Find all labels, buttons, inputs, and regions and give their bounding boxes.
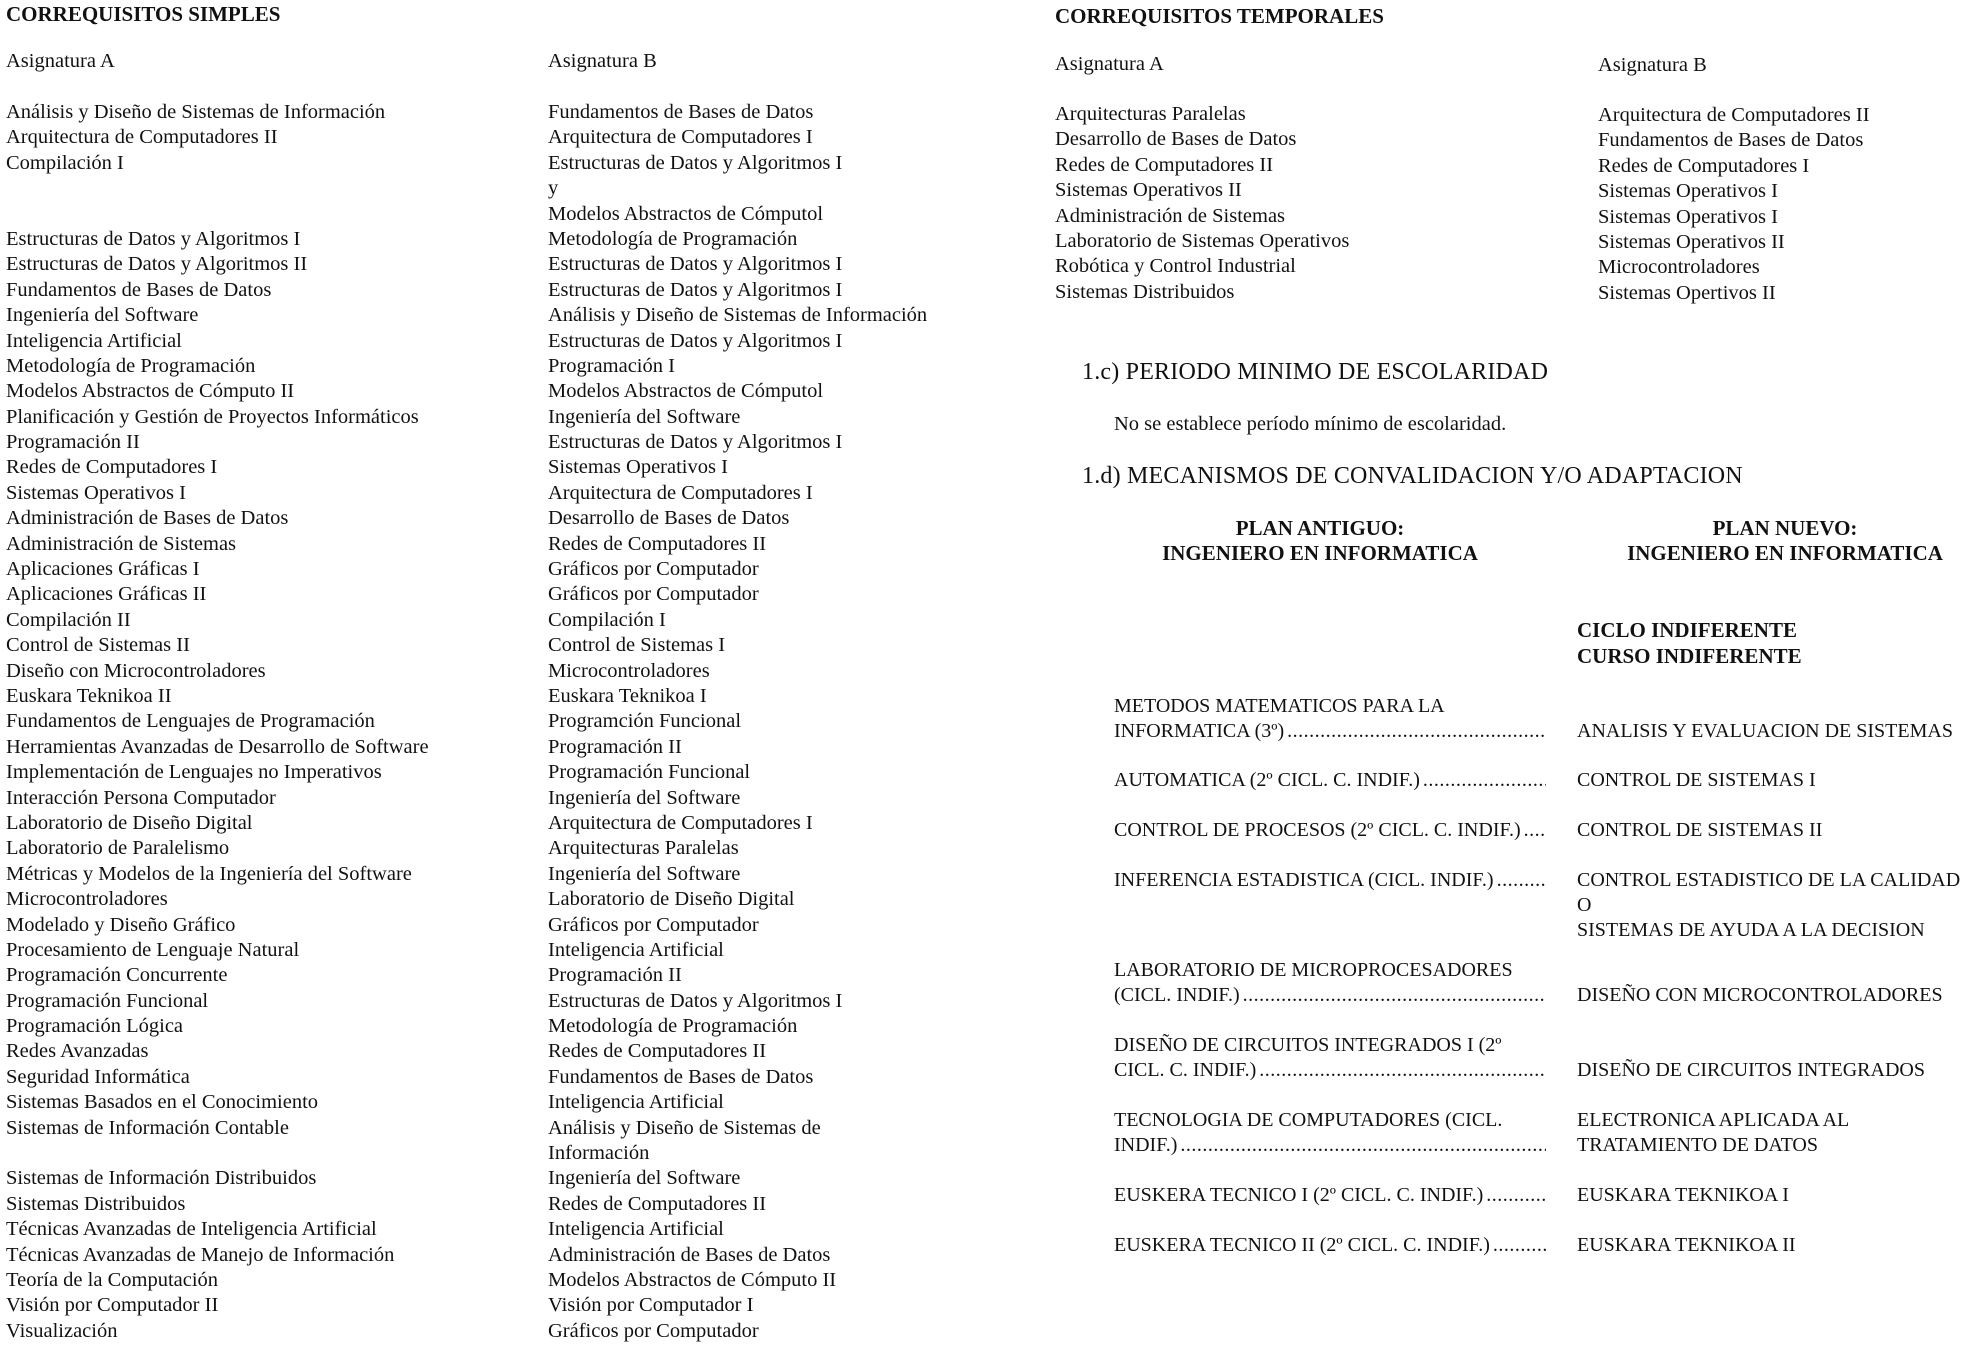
simples-a-item [6,1141,429,1166]
plan-antiguo-text: LABORATORIO DE MICROPROCESADORES [1114,959,1513,981]
simples-a-item: Procesamiento de Lenguaje Natural [6,938,300,961]
simples-b-item: Programción Funcional [548,710,742,733]
simples-column-b [548,100,927,1344]
ciclo-label: CICLO INDIFERENTE [1577,618,1797,642]
plan-nuevo-line: CONTROL ESTADISTICO DE LA CALIDAD [1577,869,1961,891]
plan-nuevo-subject [1577,958,1943,1008]
simples-a-item: Administración de Sistemas [6,532,237,555]
simples-b-item: Desarrollo de Bases de Datos [548,507,790,530]
plan-antiguo-line [1114,1183,1546,1208]
plan-nuevo-line: ELECTRONICA APLICADA AL [1577,1109,1850,1131]
simples-a-item: Seguridad Informática [6,1065,190,1088]
simples-a-item: Ingeniería del Software [6,304,199,327]
simples-b-item: Arquitectura de Computadores I [548,811,813,834]
dot-leader [1287,719,1546,744]
dot-leader [1180,1133,1546,1158]
simples-b-item: Redes de Computadores II [548,1040,767,1063]
simples-a-item: Programación Concurrente [6,964,228,987]
simples-a-item: Metodología de Programación [6,354,256,377]
simples-b-item: Programación II [548,735,682,758]
temporales-column-b [1598,103,1870,306]
simples-a-item: Compilación II [6,608,131,631]
plan-antiguo-degree: INGENIERO EN INFORMATICA [1162,541,1478,565]
simples-b-item: Administración de Bases de Datos [548,1243,831,1266]
simples-b-item: Arquitecturas Paralelas [548,837,739,860]
simples-b-item: Arquitectura de Computadores I [548,126,813,149]
plan-nuevo-subject [1577,694,1953,744]
simples-a-item: Programación Funcional [6,989,209,1012]
simples-a-item: Visión por Computador II [6,1294,219,1317]
simples-a-item: Análisis y Diseño de Sistemas de Información [6,101,386,123]
simples-a-item: Microcontroladores [6,888,168,911]
simples-a-item: Control de Sistemas II [6,634,190,657]
simples-a-item: Redes Avanzadas [6,1040,149,1063]
simples-b-item: Redes de Computadores II [548,532,767,555]
simples-title: CORREQUISITOS SIMPLES [6,2,281,26]
periodo-title: 1.c) PERIODO MINIMO DE ESCOLARIDAD [1082,359,1549,385]
plan-antiguo-label: PLAN ANTIGUO: [1235,516,1405,540]
simples-b-item: Programación I [548,354,675,377]
plan-antiguo-text: EUSKERA TECNICO II (2º CICL. C. INDIF.) [1114,1234,1490,1256]
simples-a-item: Arquitectura de Computadores II [6,126,278,149]
simples-b-item: Euskara Teknikoa I [548,684,707,707]
plan-nuevo-subject [1577,1033,1925,1083]
simples-a-item: Inteligencia Artificial [6,329,182,352]
plan-antiguo-line [1114,1108,1546,1133]
simples-b-item: Gráficos por Computador [548,1319,759,1342]
temporales-b-item: Sistemas Operativos I [1598,180,1778,203]
simples-a-item: Teoría de la Computación [6,1268,219,1291]
plan-nuevo-line [1577,1033,1925,1058]
simples-b-item: Fundamentos de Bases de Datos [548,101,814,123]
ciclo-heading [1577,617,1802,669]
simples-a-item: Estructuras de Datos y Algoritmos II [6,253,308,276]
plan-antiguo-text: INDIF.) [1114,1134,1178,1156]
plan-antiguo-line [1114,983,1546,1008]
plan-antiguo-subject [1114,1233,1546,1258]
simples-a-item: Aplicaciones Gráficas I [6,558,200,581]
plan-antiguo-subject [1114,1108,1546,1158]
plan-antiguo-text: CICL. C. INDIF.) [1114,1059,1257,1081]
simples-b-item: Metodología de Programación [548,227,798,250]
simples-a-item: Métricas y Modelos de la Ingeniería del Software [6,862,412,885]
simples-b-item: Gráficos por Computador [548,558,759,581]
plan-antiguo-line [1114,1033,1546,1058]
simples-b-item: Estructuras de Datos y Algoritmos I [548,329,843,352]
plan-antiguo-line [1114,768,1546,793]
simples-b-item: Programación Funcional [548,761,751,784]
simples-b-item: Redes de Computadores II [548,1192,767,1215]
simples-b-item: Estructuras de Datos y Algoritmos I [548,431,843,454]
simples-a-item: Planificación y Gestión de Proyectos Informáticos [6,405,419,428]
simples-a-item: Modelos Abstractos de Cómputo II [6,380,295,403]
plan-antiguo-subject [1114,818,1546,843]
simples-a-item: Administración de Bases de Datos [6,507,289,530]
simples-a-item: Fundamentos de Lenguajes de Programación [6,710,375,733]
simples-a-item: Laboratorio de Diseño Digital [6,811,253,834]
plan-nuevo-subject [1577,1108,1849,1158]
plan-nuevo-degree: INGENIERO EN INFORMATICA [1627,541,1943,565]
plan-antiguo-subject [1114,958,1546,1008]
dot-leader [1259,1058,1546,1083]
simples-b-item: Metodología de Programación [548,1015,798,1038]
simples-b-item: Arquitectura de Computadores I [548,481,813,504]
plan-nuevo-line: ANALISIS Y EVALUACION DE SISTEMAS [1577,720,1953,742]
plan-antiguo-line [1114,868,1546,893]
plan-antiguo-line [1114,818,1546,843]
plan-antiguo-text: METODOS MATEMATICOS PARA LA [1114,695,1445,717]
temporales-a-item: Sistemas Distribuidos [1055,280,1235,303]
simples-a-item: Redes de Computadores I [6,456,218,479]
temporales-a-item: Sistemas Operativos II [1055,179,1242,202]
plan-nuevo-heading [1590,516,1980,566]
plan-nuevo-line: EUSKARA TEKNIKOA I [1577,1184,1789,1206]
simples-a-item: Sistemas de Información Distribuidos [6,1167,317,1190]
plan-antiguo-line [1114,1058,1546,1083]
simples-a-item: Técnicas Avanzadas de Manejo de Información [6,1243,395,1266]
simples-a-item: Diseño con Microcontroladores [6,659,266,682]
plan-antiguo-line [1114,1133,1546,1158]
plan-antiguo-heading [1130,516,1510,566]
simples-b-item: Microcontroladores [548,659,710,682]
plan-antiguo-subject [1114,694,1546,744]
temporales-column-a [1055,102,1349,305]
plan-antiguo-text: EUSKERA TECNICO I (2º CICL. C. INDIF.) [1114,1184,1484,1206]
plan-antiguo-line [1114,1233,1546,1258]
temporales-a-item: Desarrollo de Bases de Datos [1055,128,1297,151]
simples-header-b: Asignatura B [548,50,657,72]
simples-a-item: Laboratorio de Paralelismo [6,837,230,860]
temporales-title: CORREQUISITOS TEMPORALES [1055,4,1384,28]
simples-b-item: Inteligencia Artificial [548,938,724,961]
simples-b-item: Modelos Abstractos de Cómputol [548,202,824,225]
simples-a-item: Implementación de Lenguajes no Imperativos [6,761,382,784]
mecanismos-title: 1.d) MECANISMOS DE CONVALIDACION Y/O ADAPTACION [1082,463,1743,489]
simples-a-item: Sistemas de Información Contable [6,1116,289,1139]
simples-b-item: Inteligencia Artificial [548,1218,724,1241]
temporales-b-item: Fundamentos de Bases de Datos [1598,129,1864,152]
plan-nuevo-line [1577,958,1943,983]
simples-b-item: y [548,177,559,200]
plan-antiguo-text: TECNOLOGIA DE COMPUTADORES (CICL. [1114,1109,1503,1131]
simples-b-item: Estructuras de Datos y Algoritmos I [548,989,843,1012]
simples-a-item: Interacción Persona Computador [6,786,276,809]
plan-nuevo-subject [1577,818,1822,843]
simples-a-item [6,176,429,201]
simples-a-item: Euskara Teknikoa II [6,684,172,707]
simples-a-item: Sistemas Distribuidos [6,1192,186,1215]
plan-antiguo-text: DISEÑO DE CIRCUITOS INTEGRADOS I (2º [1114,1034,1502,1056]
temporales-b-item: Sistemas Operativos II [1598,230,1785,253]
plan-nuevo-label: PLAN NUEVO: [1712,516,1858,540]
curso-label: CURSO INDIFERENTE [1577,644,1802,668]
plan-antiguo-subject [1114,868,1546,893]
simples-b-item: Análisis y Diseño de Sistemas de Información [548,304,928,327]
dot-leader [1423,768,1546,793]
simples-b-item: Estructuras de Datos y Algoritmos I [548,151,843,174]
temporales-a-item: Laboratorio de Sistemas Operativos [1055,229,1350,252]
plan-antiguo-subject [1114,1033,1546,1083]
plan-antiguo-text: (CICL. INDIF.) [1114,984,1240,1006]
plan-nuevo-line: TRATAMIENTO DE DATOS [1577,1134,1818,1156]
simples-b-item: Modelos Abstractos de Cómputo II [548,1268,837,1291]
dot-leader [1486,1183,1546,1208]
simples-b-item: Laboratorio de Diseño Digital [548,888,795,911]
plan-antiguo-text: AUTOMATICA (2º CICL. C. INDIF.) [1114,769,1420,791]
simples-a-item: Compilación I [6,151,124,174]
plan-antiguo-line [1114,694,1546,719]
plan-nuevo-line [1577,694,1953,719]
temporales-a-item: Administración de Sistemas [1055,204,1286,227]
temporales-header-b: Asignatura B [1598,54,1707,76]
plan-nuevo-line: DISEÑO DE CIRCUITOS INTEGRADOS [1577,1059,1925,1081]
plan-nuevo-subject [1577,768,1816,793]
simples-a-item: Sistemas Operativos I [6,481,186,504]
plan-nuevo-line: EUSKARA TEKNIKOA II [1577,1234,1796,1256]
simples-b-item: Fundamentos de Bases de Datos [548,1065,814,1088]
simples-a-item: Sistemas Basados en el Conocimiento [6,1091,319,1114]
simples-b-item: Ingeniería del Software [548,786,741,809]
plan-nuevo-line: DISEÑO CON MICROCONTROLADORES [1577,984,1943,1006]
dot-leader [1243,983,1546,1008]
simples-a-item: Modelado y Diseño Gráfico [6,913,236,936]
simples-b-item: Gráficos por Computador [548,913,759,936]
simples-b-item: Programación II [548,964,682,987]
simples-a-item: Herramientas Avanzadas de Desarrollo de Software [6,735,429,758]
temporales-b-item: Redes de Computadores I [1598,154,1810,177]
plan-nuevo-line: SISTEMAS DE AYUDA A LA DECISION [1577,919,1925,941]
dot-leader [1524,818,1546,843]
simples-b-item: Control de Sistemas I [548,634,726,657]
temporales-b-item: Sistemas Operativos I [1598,205,1778,228]
simples-b-item: Ingeniería del Software [548,1167,741,1190]
simples-a-item: Estructuras de Datos y Algoritmos I [6,227,301,250]
simples-a-item: Programación II [6,431,140,454]
plan-antiguo-line [1114,719,1546,744]
temporales-b-item: Microcontroladores [1598,256,1760,279]
plan-nuevo-subject [1577,868,1960,943]
simples-a-item: Aplicaciones Gráficas II [6,583,207,606]
plan-antiguo-text: CONTROL DE PROCESOS (2º CICL. C. INDIF.) [1114,819,1521,841]
plan-nuevo-line: CONTROL DE SISTEMAS I [1577,769,1816,791]
simples-header-a: Asignatura A [6,50,115,72]
plan-nuevo-subject [1577,1233,1796,1258]
simples-b-item: Estructuras de Datos y Algoritmos I [548,253,843,276]
simples-b-item: Compilación I [548,608,666,631]
simples-b-item: Ingeniería del Software [548,405,741,428]
plan-nuevo-line: O [1577,894,1592,916]
dot-leader [1497,868,1546,893]
temporales-b-item: Arquitectura de Computadores II [1598,104,1870,126]
simples-b-item: Información [548,1142,650,1165]
plan-antiguo-line [1114,958,1546,983]
simples-b-item: Estructuras de Datos y Algoritmos I [548,278,843,301]
temporales-a-item: Robótica y Control Industrial [1055,255,1296,278]
simples-b-item: Ingeniería del Software [548,862,741,885]
simples-a-item: Fundamentos de Bases de Datos [6,278,272,301]
simples-b-item: Análisis y Diseño de Sistemas de [548,1116,821,1139]
simples-b-item: Modelos Abstractos de Cómputol [548,380,824,403]
plan-antiguo-subject [1114,1183,1546,1208]
plan-nuevo-line: CONTROL DE SISTEMAS II [1577,819,1823,841]
simples-b-item: Inteligencia Artificial [548,1091,724,1114]
plan-antiguo-subject [1114,768,1546,793]
plan-antiguo-text: INFERENCIA ESTADISTICA (CICL. INDIF.) [1114,869,1494,891]
plan-antiguo-text: INFORMATICA (3º) [1114,720,1285,742]
simples-a-item: Programación Lógica [6,1015,184,1038]
simples-a-item: Visualización [6,1319,118,1342]
dot-leader [1493,1233,1546,1258]
temporales-a-item: Arquitecturas Paralelas [1055,103,1246,125]
simples-column-a [6,100,429,1344]
simples-a-item [6,202,429,227]
plan-nuevo-subject [1577,1183,1789,1208]
simples-b-item: Visión por Computador I [548,1294,754,1317]
simples-b-item: Sistemas Operativos I [548,456,728,479]
temporales-a-item: Redes de Computadores II [1055,153,1274,176]
periodo-text: No se establece período mínimo de escolaridad. [1114,413,1507,435]
temporales-header-a: Asignatura A [1055,53,1164,75]
simples-b-item: Gráficos por Computador [548,583,759,606]
simples-a-item: Técnicas Avanzadas de Inteligencia Artificial [6,1218,377,1241]
temporales-b-item: Sistemas Opertivos II [1598,281,1776,304]
